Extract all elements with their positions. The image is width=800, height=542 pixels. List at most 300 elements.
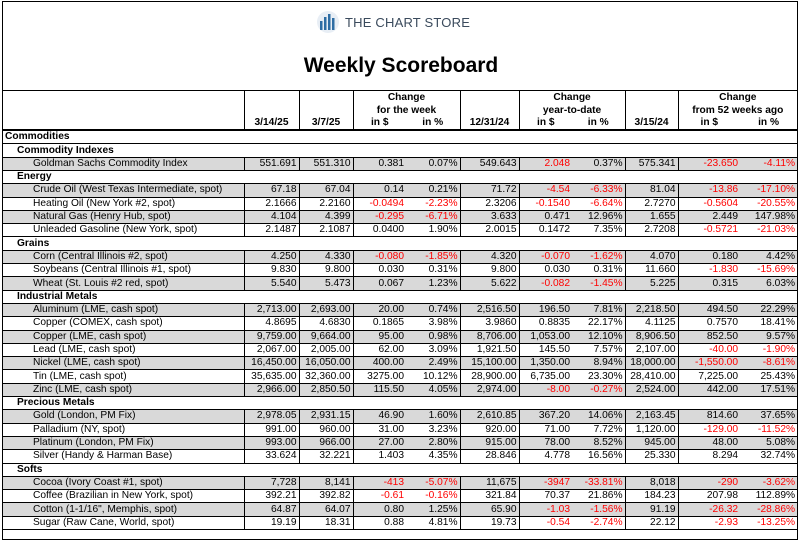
table-row (3, 490, 797, 503)
value-cell: 0.315 (678, 277, 740, 290)
row-label: Tin (LME, cash spot) (3, 370, 244, 383)
value-cell: 6,735.00 (519, 370, 572, 383)
value-cell: 0.21% (406, 184, 460, 197)
value-cell: 2,693.00 (299, 303, 353, 316)
value-cell: 993.00 (244, 436, 299, 449)
value-cell: 7.81% (572, 303, 625, 316)
value-cell: 11.660 (625, 264, 678, 277)
value-cell: 12.10% (572, 330, 625, 343)
row-label: Aluminum (LME, cash spot) (3, 303, 244, 316)
row-label: Goldman Sachs Commodity Index (3, 157, 244, 170)
value-cell: 20.00 (353, 303, 406, 316)
value-cell: -40.00 (678, 343, 740, 356)
row-label: Cotton (1-1/16", Memphis, spot) (3, 503, 244, 516)
header-blank (460, 91, 519, 104)
value-cell: 7.35% (572, 224, 625, 237)
value-cell: 551.691 (244, 157, 299, 170)
header-blank (625, 91, 678, 104)
column-header: 12/31/24 (460, 117, 519, 130)
value-cell: 2,850.50 (299, 383, 353, 396)
value-cell: 0.180 (678, 250, 740, 263)
value-cell: 33.624 (244, 450, 299, 463)
group-title: Grains (3, 237, 797, 250)
value-cell: 3.633 (460, 210, 519, 223)
table-row (3, 410, 797, 423)
table-row (3, 450, 797, 463)
table-row (3, 184, 797, 197)
value-cell: 16,050.00 (299, 357, 353, 370)
value-cell: -0.27% (572, 383, 625, 396)
value-cell: 8,018 (625, 476, 678, 489)
value-cell: 32.221 (299, 450, 353, 463)
header-sub-week: for the week (353, 104, 460, 117)
value-cell: 551.310 (299, 157, 353, 170)
section-title: Commodities (3, 130, 797, 144)
value-cell: 5.08% (740, 436, 797, 449)
value-cell: -4.11% (740, 157, 797, 170)
header-row-columns (3, 117, 797, 130)
table-row (3, 250, 797, 263)
value-cell: 145.50 (519, 343, 572, 356)
table-row (3, 436, 797, 449)
value-cell: 18.41% (740, 317, 797, 330)
value-cell: 0.0400 (353, 224, 406, 237)
group-title: Energy (3, 170, 797, 183)
value-cell: -0.295 (353, 210, 406, 223)
scoreboard-table (3, 90, 797, 530)
row-label: Corn (Central Illinois #2, spot) (3, 250, 244, 263)
value-cell: 27.00 (353, 436, 406, 449)
value-cell: -3.62% (740, 476, 797, 489)
header-blank (299, 91, 353, 104)
column-header: 3/15/24 (625, 117, 678, 130)
value-cell: 5.622 (460, 277, 519, 290)
value-cell: 64.07 (299, 503, 353, 516)
value-cell: 852.50 (678, 330, 740, 343)
value-cell: 18.31 (299, 516, 353, 529)
header-sub-52: from 52 weeks ago (692, 105, 784, 117)
value-cell: 25.330 (625, 450, 678, 463)
value-cell: 1,120.00 (625, 423, 678, 436)
value-cell: -23.650 (678, 157, 740, 170)
value-cell: 367.20 (519, 410, 572, 423)
value-cell: 3275.00 (353, 370, 406, 383)
value-cell: 7,728 (244, 476, 299, 489)
row-label: Silver (Handy & Harman Base) (3, 450, 244, 463)
value-cell: 32.74% (740, 450, 797, 463)
value-cell: 9.800 (460, 264, 519, 277)
group-title: Softs (3, 463, 797, 476)
value-cell: 8.52% (572, 436, 625, 449)
value-cell: 22.17% (572, 317, 625, 330)
value-cell: 2,610.85 (460, 410, 519, 423)
table-row (3, 370, 797, 383)
value-cell: 4.81% (406, 516, 460, 529)
value-cell: 2.7208 (625, 224, 678, 237)
table-row (3, 383, 797, 396)
value-cell: 8.294 (678, 450, 740, 463)
value-cell: 207.98 (678, 490, 740, 503)
value-cell: 19.73 (460, 516, 519, 529)
header-blank (244, 104, 299, 117)
row-label: Zinc (LME, cash spot) (3, 383, 244, 396)
table-row (3, 157, 797, 170)
row-label: Nickel (LME, cash spot) (3, 357, 244, 370)
header-blank (244, 91, 299, 104)
value-cell: 575.341 (625, 157, 678, 170)
value-cell: 16,450.00 (244, 357, 299, 370)
page-title: Weekly Scoreboard (303, 54, 499, 77)
row-label: Soybeans (Central Illinois #1, spot) (3, 264, 244, 277)
value-cell: 1,350.00 (519, 357, 572, 370)
value-cell: 9,664.00 (299, 330, 353, 343)
value-cell: 442.00 (678, 383, 740, 396)
header-blank (3, 117, 244, 130)
value-cell: 115.50 (353, 383, 406, 396)
group-header (3, 290, 797, 303)
value-cell: 0.030 (353, 264, 406, 277)
value-cell: 400.00 (353, 357, 406, 370)
value-cell: 3.98% (406, 317, 460, 330)
value-cell: -5.07% (406, 476, 460, 489)
value-cell: 4.35% (406, 450, 460, 463)
value-cell: 14.06% (572, 410, 625, 423)
value-cell: -1.03 (519, 503, 572, 516)
column-header: in % (740, 117, 797, 130)
value-cell: 0.471 (519, 210, 572, 223)
value-cell: 4.778 (519, 450, 572, 463)
value-cell: 321.84 (460, 490, 519, 503)
value-cell: 2.048 (519, 157, 572, 170)
value-cell: -0.1540 (519, 197, 572, 210)
value-cell: -413 (353, 476, 406, 489)
header-blank (299, 104, 353, 117)
header-blank (625, 104, 678, 117)
header-sub-ytd: year-to-date (519, 104, 625, 117)
row-label: Heating Oil (New York #2, spot) (3, 197, 244, 210)
value-cell: -129.00 (678, 423, 740, 436)
value-cell: 920.00 (460, 423, 519, 436)
value-cell: 2.1666 (244, 197, 299, 210)
value-cell: 392.21 (244, 490, 299, 503)
value-cell: 19.19 (244, 516, 299, 529)
value-cell: 8.94% (572, 357, 625, 370)
value-cell: 31.00 (353, 423, 406, 436)
value-cell: 25.43% (740, 370, 797, 383)
value-cell: -1.830 (678, 264, 740, 277)
value-cell: 11,675 (460, 476, 519, 489)
value-cell: 4.104 (244, 210, 299, 223)
value-cell: 4.6830 (299, 317, 353, 330)
value-cell: -8.61% (740, 357, 797, 370)
table-row (3, 503, 797, 516)
value-cell: 945.00 (625, 436, 678, 449)
value-cell: -26.32 (678, 503, 740, 516)
value-cell: -0.5604 (678, 197, 740, 210)
value-cell: 1.403 (353, 450, 406, 463)
value-cell: -6.71% (406, 210, 460, 223)
value-cell: 3.23% (406, 423, 460, 436)
value-cell: 0.31% (406, 264, 460, 277)
column-header: in % (406, 117, 460, 130)
value-cell: 0.381 (353, 157, 406, 170)
value-cell: 67.04 (299, 184, 353, 197)
value-cell: 4.8695 (244, 317, 299, 330)
value-cell: 23.30% (572, 370, 625, 383)
table-row (3, 264, 797, 277)
value-cell: 2,218.50 (625, 303, 678, 316)
value-cell: 2.0015 (460, 224, 519, 237)
table-row (3, 476, 797, 489)
value-cell: 5.540 (244, 277, 299, 290)
row-label: Wheat (St. Louis #2 red, spot) (3, 277, 244, 290)
header-row-groups (3, 91, 797, 104)
value-cell: 814.60 (678, 410, 740, 423)
row-label: Sugar (Raw Cane, World, spot) (3, 516, 244, 529)
value-cell: 70.37 (519, 490, 572, 503)
value-cell: 0.80 (353, 503, 406, 516)
value-cell: 35,635.00 (244, 370, 299, 383)
value-cell: -13.25% (740, 516, 797, 529)
value-cell: 2,107.00 (625, 343, 678, 356)
value-cell: 392.82 (299, 490, 353, 503)
value-cell: -2.74% (572, 516, 625, 529)
value-cell: 2.80% (406, 436, 460, 449)
column-header: 3/14/25 (244, 117, 299, 130)
value-cell: 2.2160 (299, 197, 353, 210)
value-cell: 2.7270 (625, 197, 678, 210)
value-cell: -290 (678, 476, 740, 489)
value-cell: 32,360.00 (299, 370, 353, 383)
value-cell: 2,966.00 (244, 383, 299, 396)
value-cell: 2.1487 (244, 224, 299, 237)
value-cell: 4.070 (625, 250, 678, 263)
group-title: Commodity Indexes (3, 144, 797, 157)
value-cell: 3.09% (406, 343, 460, 356)
value-cell: 0.030 (519, 264, 572, 277)
table-row (3, 303, 797, 316)
value-cell: 2,713.00 (244, 303, 299, 316)
value-cell: 4.250 (244, 250, 299, 263)
value-cell: 2,974.00 (460, 383, 519, 396)
value-cell: -0.16% (406, 490, 460, 503)
header-blank (3, 104, 244, 117)
table-row (3, 330, 797, 343)
value-cell: 7.57% (572, 343, 625, 356)
value-cell: 21.86% (572, 490, 625, 503)
group-header (3, 397, 797, 410)
column-header: in % (572, 117, 625, 130)
value-cell: 4.399 (299, 210, 353, 223)
value-cell: 28.846 (460, 450, 519, 463)
value-cell: -21.03% (740, 224, 797, 237)
value-cell: 2,005.00 (299, 343, 353, 356)
value-cell: -15.69% (740, 264, 797, 277)
value-cell: 0.88 (353, 516, 406, 529)
value-cell: 0.74% (406, 303, 460, 316)
value-cell: 18,000.00 (625, 357, 678, 370)
value-cell: 0.31% (572, 264, 625, 277)
value-cell: -1.90% (740, 343, 797, 356)
value-cell: 147.98% (740, 210, 797, 223)
group-header (3, 237, 797, 250)
value-cell: 1.25% (406, 503, 460, 516)
row-label: Lead (LME, cash spot) (3, 343, 244, 356)
group-title: Industrial Metals (3, 290, 797, 303)
value-cell: -33.81% (572, 476, 625, 489)
value-cell: 8,141 (299, 476, 353, 489)
section-commodities (3, 130, 797, 144)
value-cell: 2,163.45 (625, 410, 678, 423)
value-cell: -0.082 (519, 277, 572, 290)
value-cell: -1.85% (406, 250, 460, 263)
table-row (3, 343, 797, 356)
value-cell: -2.23% (406, 197, 460, 210)
row-label: Platinum (London, PM Fix) (3, 436, 244, 449)
value-cell: 17.51% (740, 383, 797, 396)
value-cell: 37.65% (740, 410, 797, 423)
value-cell: 48.00 (678, 436, 740, 449)
value-cell: 1.60% (406, 410, 460, 423)
value-cell: 1.90% (406, 224, 460, 237)
value-cell: 2,931.15 (299, 410, 353, 423)
column-header: 3/7/25 (299, 117, 353, 130)
row-label: Coffee (Brazilian in New York, spot) (3, 490, 244, 503)
value-cell: 15,100.00 (460, 357, 519, 370)
value-cell: 7,225.00 (678, 370, 740, 383)
value-cell: 67.18 (244, 184, 299, 197)
group-header (3, 144, 797, 157)
value-cell: 8,706.00 (460, 330, 519, 343)
value-cell: 991.00 (244, 423, 299, 436)
column-header: in $ (678, 117, 740, 130)
value-cell: 65.90 (460, 503, 519, 516)
value-cell: -0.080 (353, 250, 406, 263)
value-cell: 1,921.50 (460, 343, 519, 356)
value-cell: 9.830 (244, 264, 299, 277)
header-group-week: Change (353, 91, 460, 104)
table-row (3, 423, 797, 436)
row-label: Cocoa (Ivory Coast #1, spot) (3, 476, 244, 489)
table-row (3, 357, 797, 370)
header-group-ytd: Change (519, 91, 625, 104)
value-cell: 494.50 (678, 303, 740, 316)
header-group-52: Change (678, 91, 797, 104)
value-cell: 16.56% (572, 450, 625, 463)
value-cell: -0.61 (353, 490, 406, 503)
value-cell: -1.56% (572, 503, 625, 516)
table-row (3, 317, 797, 330)
value-cell: 12.96% (572, 210, 625, 223)
value-cell: 6.03% (740, 277, 797, 290)
value-cell: 0.37% (572, 157, 625, 170)
value-cell: 78.00 (519, 436, 572, 449)
value-cell: 2,524.00 (625, 383, 678, 396)
value-cell: 2,516.50 (460, 303, 519, 316)
group-title: Precious Metals (3, 397, 797, 410)
header-blank (460, 104, 519, 117)
table-row (3, 210, 797, 223)
value-cell: -11.52% (740, 423, 797, 436)
value-cell: -28.86% (740, 503, 797, 516)
value-cell: 5.473 (299, 277, 353, 290)
value-cell: -1.62% (572, 250, 625, 263)
value-cell: -13.86 (678, 184, 740, 197)
value-cell: -6.64% (572, 197, 625, 210)
value-cell: 0.98% (406, 330, 460, 343)
value-cell: 5.225 (625, 277, 678, 290)
table-row (3, 516, 797, 529)
value-cell: 62.00 (353, 343, 406, 356)
value-cell: -1,550.00 (678, 357, 740, 370)
value-cell: 0.1865 (353, 317, 406, 330)
value-cell: 196.50 (519, 303, 572, 316)
value-cell: 915.00 (460, 436, 519, 449)
value-cell: 112.89% (740, 490, 797, 503)
value-cell: 95.00 (353, 330, 406, 343)
row-label: Gold (London, PM Fix) (3, 410, 244, 423)
value-cell: -8.00 (519, 383, 572, 396)
value-cell: -1.45% (572, 277, 625, 290)
value-cell: 28,410.00 (625, 370, 678, 383)
brand-logo (315, 10, 470, 34)
value-cell: 81.04 (625, 184, 678, 197)
value-cell: 4.05% (406, 383, 460, 396)
row-label: Crude Oil (West Texas Intermediate, spot) (3, 184, 244, 197)
table-row (3, 224, 797, 237)
value-cell: 0.07% (406, 157, 460, 170)
value-cell: 1.23% (406, 277, 460, 290)
table-row (3, 197, 797, 210)
row-label: Copper (COMEX, cash spot) (3, 317, 244, 330)
value-cell: 4.320 (460, 250, 519, 263)
value-cell: 71.72 (460, 184, 519, 197)
row-label: Copper (LME, cash spot) (3, 330, 244, 343)
column-header: in $ (353, 117, 406, 130)
group-header (3, 463, 797, 476)
value-cell: 549.643 (460, 157, 519, 170)
value-cell: 9,759.00 (244, 330, 299, 343)
value-cell: 966.00 (299, 436, 353, 449)
value-cell: 960.00 (299, 423, 353, 436)
value-cell: 4.42% (740, 250, 797, 263)
value-cell: 184.23 (625, 490, 678, 503)
column-header: in $ (519, 117, 572, 130)
value-cell: 0.067 (353, 277, 406, 290)
row-label: Palladium (NY, spot) (3, 423, 244, 436)
value-cell: 2.1087 (299, 224, 353, 237)
value-cell: 0.14 (353, 184, 406, 197)
value-cell: -20.55% (740, 197, 797, 210)
value-cell: 2,067.00 (244, 343, 299, 356)
value-cell: 0.7570 (678, 317, 740, 330)
value-cell: 22.12 (625, 516, 678, 529)
value-cell: 1.655 (625, 210, 678, 223)
value-cell: 2.3206 (460, 197, 519, 210)
value-cell: 0.1472 (519, 224, 572, 237)
value-cell: 2,978.05 (244, 410, 299, 423)
value-cell: -0.5721 (678, 224, 740, 237)
row-label: Natural Gas (Henry Hub, spot) (3, 210, 244, 223)
value-cell: 1,053.00 (519, 330, 572, 343)
value-cell: -17.10% (740, 184, 797, 197)
bar-chart-globe-icon (315, 10, 341, 34)
value-cell: -0.070 (519, 250, 572, 263)
header-blank (3, 91, 244, 104)
row-label: Unleaded Gasoline (New York, spot) (3, 224, 244, 237)
value-cell: 28,900.00 (460, 370, 519, 383)
value-cell: 91.19 (625, 503, 678, 516)
